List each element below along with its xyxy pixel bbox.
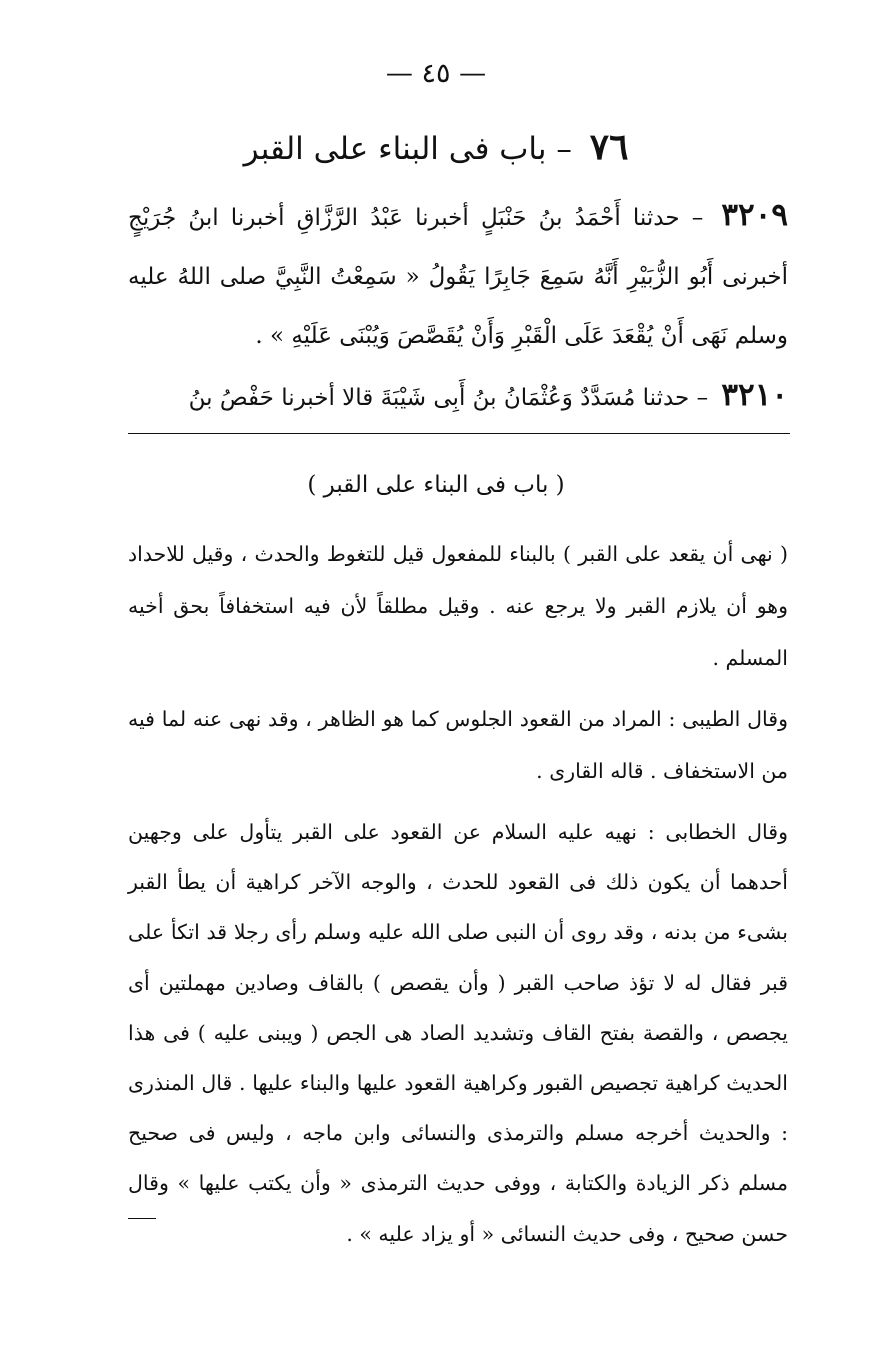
hadith-text: – حدثنا أَحْمَدُ بنُ حَنْبَلٍ أخبرنا عَبْدُ الرَّزَّاقِ أخبرنا ابنُ جُرَيْجٍ أخبرنى أَبُو الزُّبَيْرِ أَنَّهُ سَمِعَ جَابِرًا يَقُولُ « سَمِعْتُ النَّبِيَّ صلى اللهُ عليه وسلم نَهَى أَنْ يُقْعَدَ عَلَى الْقَبْرِ وَأَنْ يُقَصَّصَ وَيُبْنَى عَلَيْهِ » .	[128, 205, 788, 349]
commentary-paragraph: ( نهى أن يقعد على القبر ) بالبناء للمفعول قيل للتغوط والحدث ، وقيل للاحداد وهو أن يلازم القبر ولا يرجع عنه . وقيل مطلقاً لأن فيه استخفافاً بحق أخيه المسلم .	[128, 542, 788, 670]
commentary-paragraph: وقال الخطابى : نهيه عليه السلام عن القعود على القبر يتأول على وجهين أحدهما أن يكون ذلك فى القعود للحدث ، والوجه الآخر كراهية أن يطأ القبر بشىء من بدنه ، وقد روى أن النبى صلى الله عليه وسلم رأى رجلا قد اتكأ على قبر فقال له لا تؤذ صاحب القبر ( وأن يقصص ) بالقاف وصادين مهملتين أى يجصص ، والقصة بفتح القاف وتشديد الصاد هى الجص ( ويبنى عليه ) فى هذا الحديث كراهية تجصيص القبور وكراهية القعود عليها والبناء عليها . قال المنذرى : والحديث أخرجه مسلم والترمذى والنسائى وابن ماجه ، وليس فى صحيح مسلم ذكر الزيادة والكتابة ، ووفى حديث الترمذى « وأن يكتب عليها » وقال حسن صحيح ، وفى حديث النسائى « أو يزاد عليه » .	[128, 820, 788, 1246]
commentary-paragraph: وقال الطيبى : المراد من القعود الجلوس كما هو الظاهر ، وقد نهى عنه لما فيه من الاستخفاف . قاله القارى .	[128, 707, 788, 783]
chapter-title-text: – باب فى البناء على القبر	[243, 131, 572, 167]
hadith-entry	[128, 186, 788, 366]
hadith-number: ٣٢٠٩	[721, 197, 789, 233]
page-number: — ٤٥ —	[385, 58, 487, 89]
commentary-title: ( باب فى البناء على القبر )	[307, 472, 565, 498]
hadith-number: ٣٢١٠	[721, 377, 788, 413]
footnote-divider	[128, 433, 790, 434]
hadith-text-block	[128, 186, 788, 428]
hadith-text: – حدثنا مُسَدَّدٌ وَعُثْمَانُ بنُ أَبِى شَيْبَةَ قالا أخبرنا حَفْصُ بنُ	[188, 385, 709, 411]
continuation-dash	[128, 1218, 156, 1219]
hadith-entry	[128, 366, 788, 428]
chapter-heading	[0, 126, 872, 168]
chapter-number: ٧٦	[589, 126, 629, 168]
commentary-body	[128, 528, 788, 1259]
